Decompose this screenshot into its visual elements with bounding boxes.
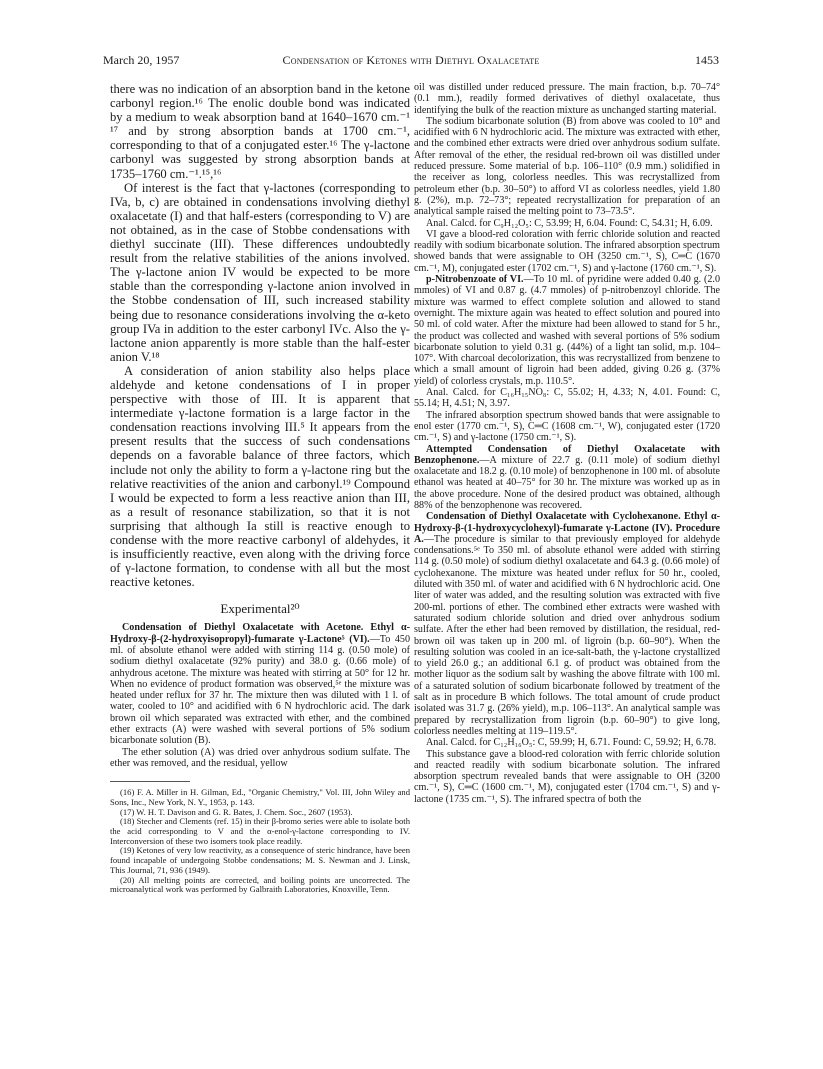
run-in-title: p-Nitrobenzoate of VI. xyxy=(426,274,524,286)
paragraph: A consideration of anion stability also helps place aldehyde and ketone condensations of I in proper perspective with those of III. It is apparent that intermediate γ-lactone formation is a large factor in the condensation reactions involving III.⁵ It appears from the present results that the success of such condensations depends on a favorable balance of three factors, which include not only the ability to form a γ-lactone ring but the relative reactivities of the anion and carbonyl.¹⁹ Compound I would be expected to form a less reactive anion than III, as a result of resonance stabilization, so that it is not surprising that although Ia still is reactive enough to condense with the more reactive carbonyl of aldehydes, it is insufficiently reactive, even along with the driving force of γ-lactone formation, to condense with all but the most reactive ketones. xyxy=(110,363,410,590)
analysis-line: Anal. Calcd. for C₁₂H₁₆O₅: C, 59.99; H, 6.71. Found: C, 59.92; H, 6.78. xyxy=(426,737,717,749)
footnote: (19) Ketones of very low reactivity, as a consequence of steric hindrance, have been found incapable of undergoing Stobbe condensations; M. S. Newman and J. Linsk, This Journal, 71, 936 (1949). xyxy=(110,845,410,875)
footnote-divider xyxy=(110,781,190,782)
header-date: March 20, 1957 xyxy=(103,53,180,67)
run-in-title: Condensation of Diethyl Oxalacetate with Acetone. Ethyl α-Hydroxy-β-(2-hydroxyisopropyl)-fumarate γ-Lactone⁵ (VI). xyxy=(110,622,410,645)
paragraph: Of interest is the fact that γ-lactones (corresponding to IVa, b, c) are obtained in condensations involving diethyl oxalacetate (I) and that half-esters (corresponding to V) are not obtained, as in the case of Stobbe condensations with diethyl succinate (III). These differences undoubtedly result from the relative stabilities of the anions involved. The γ-lactone anion IV would be expected to be more stable than the corresponding γ-lactone anion involved in the Stobbe condensation of III, such increased stability being due to resonance considerations involving the α-keto group IVa in addition to the ester carbonyl IVc. Also the γ-lactone anion apparently is more stable than the half-ester anion V.¹⁸ xyxy=(110,180,410,364)
footnote: (18) Stecher and Clements (ref. 15) in their β-bromo series were able to isolate both the acid corresponding to V and the α-enol-γ-lactone corresponding to IV. Interconversion of these two isomers took place readily. xyxy=(110,816,410,846)
paragraph-body: —To 10 ml. of pyridine were added 0.40 g. (2.0 mmoles) of VI and 0.87 g. (4.7 mmoles) of p-nitrobenzoyl chloride. The mixture was warmed to effect complete solution and allowed to stand overnight. The mixture again was heated to effect solution and poured into 50 ml. of cold water. After the mixture had been allowed to stand for 5 hr., the product was collected and washed with several portions of 5% sodium bicarbonate solution to yield 0.31 g. (44%) of a light tan solid, m.p. 104–107°. With charcoal decolorization, this was recrystallized from benzene to which a small amount of ligroin had been added, giving 0.26 g. (37% yield) of colorless crystals, m.p. 110.5°. xyxy=(414,274,720,387)
analysis-line: Anal. Calcd. for C₉H₁₂O₅: C, 53.99; H, 6.04. Found: C, 54.31; H, 6.09. xyxy=(426,217,713,229)
footnotes xyxy=(110,788,410,895)
paragraph: there was no indication of an absorption band in the ketone carbonyl region.¹⁶ The enolic double bond was indicated by a medium to weak absorption band at 1640–1670 cm.⁻¹ ¹⁷ and by strong absorption bands at 1700 cm.⁻¹, corresponding to that of a conjugated ester.¹⁶ The γ-lactone carbonyl was suggested by strong absorption bands at 1735–1760 cm.⁻¹.¹⁵,¹⁶ xyxy=(110,82,410,181)
running-header xyxy=(103,53,719,69)
footnote: (20) All melting points are corrected, and boiling points are uncorrected. The microanalytical work was performed by Galbraith Laboratories, Knoxville, Tenn. xyxy=(110,874,410,895)
paragraph: The infrared absorption spectrum showed bands that were assignable to enol ester (1770 cm.⁻¹, S), C═C (1608 cm.⁻¹, W), conjugated ester (1720 cm.⁻¹, S) and γ-lactone (1750 cm.⁻¹, S). xyxy=(414,409,720,444)
paragraph: oil was distilled under reduced pressure. The main fraction, b.p. 70–74° (0.1 mm.), readily formed derivatives of diethyl oxalacetate, thus identifying the bulk of the reaction mixture as unchanged starting material. xyxy=(414,82,720,116)
paragraph: This substance gave a blood-red coloration with ferric chloride solution and reacted readily with sodium bicarbonate solution. The infrared absorption spectrum revealed bands that were assignable to OH (3200 cm.⁻¹, S), C═C (1600 cm.⁻¹, M), conjugated ester (1704 cm.⁻¹, S) and γ-lactone (1735 cm.⁻¹, S). The infrared spectra of both the xyxy=(414,748,720,805)
header-title: Condensation of Ketones with Diethyl Oxalacetate xyxy=(282,53,540,67)
paragraph xyxy=(110,622,410,746)
left-column xyxy=(110,82,410,895)
paragraph: The ether solution (A) was dried over anhydrous sodium sulfate. The ether was removed, and the residual, yellow xyxy=(110,746,410,769)
paragraph xyxy=(414,274,720,387)
page-number: 1453 xyxy=(695,53,719,67)
run-in-title: Attempted Condensation of Diethyl Oxalacetate with Benzophenone. xyxy=(414,443,720,466)
paragraph: VI gave a blood-red coloration with ferric chloride solution and reacted readily with sodium bicarbonate solution. The infrared absorption spectrum showed bands that were assignable to OH (3250 cm.⁻¹, S), C═C (1670 cm.⁻¹, M), conjugated ester (1702 cm.⁻¹, S) and γ-lactone (1760 cm.⁻¹, S). xyxy=(414,228,720,274)
footnote: (17) W. H. T. Davison and G. R. Bates, J. Chem. Soc., 2607 (1953). xyxy=(120,806,353,817)
section-heading: Experimental²⁰ xyxy=(220,601,300,617)
experimental-text xyxy=(110,622,410,769)
discussion-text xyxy=(110,82,410,589)
footnote: (16) F. A. Miller in H. Gilman, Ed., "Organic Chemistry," Vol. III, John Wiley and Sons, Inc., New York, N. Y., 1953, p. 143. xyxy=(110,787,410,807)
run-in-title: Condensation of Diethyl Oxalacetate with Cyclohexanone. Ethyl α-Hydroxy-β-(1-hydroxycyclohexyl)-fumarate γ-Lactone (IV). Procedure A. xyxy=(414,511,720,545)
paragraph: The sodium bicarbonate solution (B) from above was cooled to 10° and acidified with 6 N hydrochloric acid. The mixture was extracted with ether, and the combined ether extracts were dried over anhydrous sodium sulfate. After removal of the ether, the residual red-brown oil was distilled under reduced pressure. Some material of b.p. 106–110° (0.9 mm.) solidified in the receiver as long, colorless needles. This was recrystallized from petroleum ether (b.p. 30–50°) to afford VI as colorless needles, yield 1.80 g. (2%), m.p. 72–73°; repeated recrystallization for preparation of an analytical sample raised the melting point to 73–73.5°. xyxy=(414,115,720,218)
right-column xyxy=(414,82,720,805)
paragraph-body: —The procedure is similar to that previously employed for aldehyde condensations.⁵ᵉ To 350 ml. of absolute ethanol were added with stirring 114 g. (0.50 mole) of sodium diethyl oxalacetate and 64.3 g. (0.66 mole) of cyclohexanone. The mixture was heated under reflux for 50 hr., cooled, diluted with 350 ml. of water and acidified with 6 N hydrochloric acid. One liter of water was added, and the resulting solution was extracted with five 200-ml. portions of ether. The combined ether extracts were washed with saturated sodium chloride solution and dried over anhydrous sodium sulfate. After the ether had been removed by distillation, the residual, red-brown oil was taken up in 200 ml. of ligroin (b.p. 60–90°). When the resulting solution was cooled in an ice-salt-bath, the γ-lactone crystallized to yield 26.0 g.; an additional 6.1 g. of product was obtained from the mother liquor as the sodium salt by washing the above filtrate with 100 ml. of a saturated solution of sodium bicarbonate followed by treatment of the salt as in procedure B which follows. The total amount of crude product isolated was 31.7 g. (26% yield), m.p. 106–113°. An analytical sample was prepared by recrystallization from ligroin (b.p. 60–90°) to give long, colorless needles melting at 119–119.5°. xyxy=(414,533,720,737)
paragraph xyxy=(414,511,720,737)
paragraph xyxy=(414,444,720,512)
paragraph-body: —To 450 ml. of absolute ethanol were added with stirring 114 g. (0.50 mole) of sodium diethyl oxalacetate (92% purity) and 38.0 g. (0.66 mole) of anhydrous acetone. The mixture was heated with stirring at 50° for 12 hr. When no evidence of product formation was observed,⁵ᵉ the mixture was heated under reflux for 37 hr. The mixture then was diluted with 1 l. of water, cooled to 10° and acidified with 6 N hydrochloric acid. The dark brown oil which separated was extracted with ether, and the combined ether extracts (A) were washed with several portions of 5% sodium bicarbonate solution (B). xyxy=(110,633,411,747)
paragraph-body: —A mixture of 22.7 g. (0.11 mole) of sodium diethyl oxalacetate and 18.2 g. (0.10 mole) of benzophenone in 100 ml. of absolute ethanol was heated at 40–75° for 30 hr. The mixture was worked up as in the above procedure. None of the desired product was obtained, although 88% of the benzophenone was recovered. xyxy=(414,454,720,511)
analysis-line: Anal. Calcd. for C₁₆H₁₅NO₈: C, 55.02; H, 4.33; N, 4.01. Found: C, 55.14; H, 4.51; N, 3.97. xyxy=(414,387,720,410)
